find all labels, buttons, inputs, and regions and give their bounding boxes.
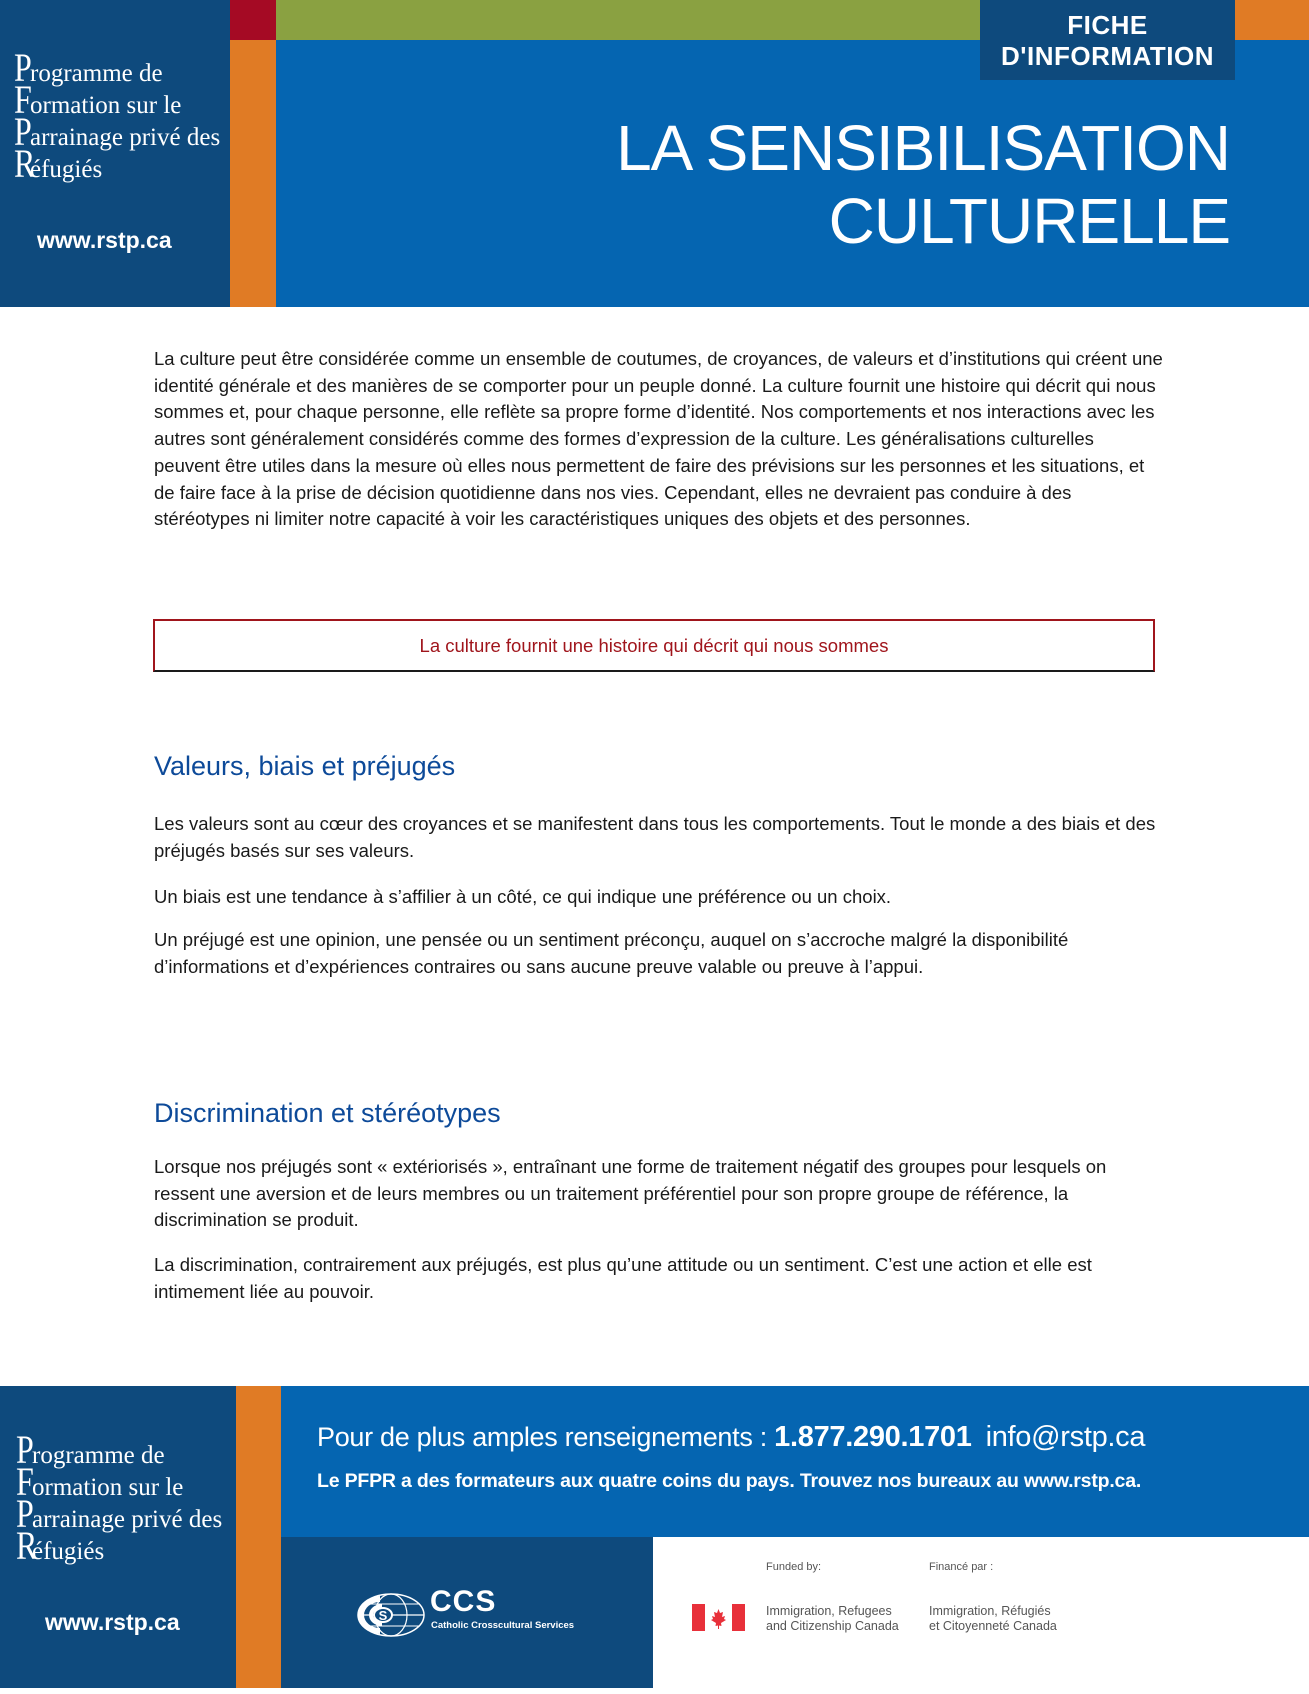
title-line-1: LA SENSIBILISATION bbox=[616, 112, 1230, 184]
section-paragraph: Lorsque nos préjugés sont « extériorisés », entraînant une forme de traitement négatif des groupes pour lesquels on ressent une aversion et de leurs membres ou un traitement préférentiel pour son propre groupe de référence, la discrimination se produit. bbox=[154, 1156, 1107, 1231]
section-paragraph: La discrimination, contrairement aux préjugés, est plus qu’une attitude ou un sentiment. C’est une action et elle est intimement liée au pouvoir. bbox=[154, 1254, 1092, 1302]
header-green-band bbox=[276, 0, 980, 40]
canada-flag-icon bbox=[692, 1604, 745, 1631]
badge-line-2: D'INFORMATION bbox=[1001, 41, 1214, 71]
logo-line: Programme de bbox=[14, 45, 163, 90]
offices-note: Le PFPR a des formateurs aux quatre coins du pays. Trouvez nos bureaux au www.rstp.ca. bbox=[317, 1470, 1142, 1492]
department-name-en: Immigration, Refugees and Citizenship Canada bbox=[766, 1604, 899, 1633]
finance-par-label: Financé par : bbox=[929, 1561, 994, 1573]
contact-label: Pour de plus amples renseignements : bbox=[317, 1422, 767, 1452]
footer-orange-column bbox=[236, 1386, 281, 1688]
header-orange-column bbox=[230, 40, 276, 307]
header-orange-block bbox=[1235, 0, 1309, 40]
ccs-logo-wordmark: CCS bbox=[430, 1585, 497, 1618]
phone-number[interactable]: 1.877.290.1701 bbox=[774, 1421, 972, 1453]
title-line-2: CULTURELLE bbox=[828, 185, 1230, 257]
funded-by-label: Funded by: bbox=[766, 1561, 822, 1573]
section-heading: Discrimination et stéréotypes bbox=[154, 1098, 501, 1128]
logo-line: Formation sur le bbox=[14, 77, 182, 122]
page-title bbox=[616, 112, 1230, 258]
header-website-link[interactable]: www.rstp.ca bbox=[37, 227, 172, 253]
intro-paragraph: La culture peut être considérée comme un ensemble de coutumes, de croyances, de valeurs et d’institutions qui créent une identité générale et des manières de se comporter pour un peuple donné. La culture fournit une histoire qui décrit qui nous sommes et, pour chaque personne, elle reflète sa propre forme d’identité. Nos comportements et nos interactions avec les autres sont généralement considérés comme des formes d’expression de la culture. Les généralisations culturelles peuvent être utiles dans la mesure où elles nous permettent de faire des prévisions sur les personnes et les situations, et de faire face à la prise de décision quotidienne dans nos vies. Cependant, elles ne devraient pas conduire à des stéréotypes ni limiter notre capacité à voir les caractéristiques uniques des objets et des personnes. bbox=[154, 348, 1163, 530]
svg-text:S: S bbox=[378, 1608, 388, 1623]
logo-line: Parrainage privé des bbox=[14, 109, 221, 154]
logo-line: Parrainage privé des bbox=[16, 1491, 223, 1536]
logo-line: Programme de bbox=[16, 1427, 165, 1472]
contact-line bbox=[317, 1421, 1145, 1454]
logo-line: Formation sur le bbox=[16, 1459, 184, 1504]
pfpr-logo bbox=[14, 45, 221, 186]
ccs-full-name: Catholic Crosscultural Services bbox=[431, 1620, 575, 1631]
section-paragraph: Un préjugé est une opinion, une pensée ou un sentiment préconçu, auquel on s’accroche malgré la disponibilité d’informations et d’expériences contraires ou sans aucune preuve valable ou preuve à l’appui. bbox=[154, 929, 1069, 977]
section-paragraph: Un biais est une tendance à s’affilier à un côté, ce qui indique une préférence ou un choix. bbox=[154, 886, 892, 907]
badge-line-1: FICHE bbox=[1067, 10, 1148, 40]
section-heading: Valeurs, biais et préjugés bbox=[154, 751, 456, 781]
footer-pfpr-logo bbox=[16, 1427, 223, 1568]
logo-line: Réfugiés bbox=[16, 1523, 105, 1568]
footer-website-link[interactable]: www.rstp.ca bbox=[45, 1609, 180, 1635]
email-link[interactable]: info@rstp.ca bbox=[985, 1421, 1146, 1453]
ccs-globe-icon bbox=[336, 1590, 428, 1640]
department-name-fr: Immigration, Réfugiés et Citoyenneté Canada bbox=[929, 1604, 1057, 1633]
fact-sheet-badge bbox=[980, 0, 1235, 80]
footer-contact-band bbox=[281, 1386, 1309, 1537]
callout-quote: La culture fournit une histoire qui décrit qui nous sommes bbox=[153, 619, 1155, 672]
section-paragraph: Les valeurs sont au cœur des croyances et se manifestent dans tous les comportements. Tout le monde a des biais et des préjugés basés sur ses valeurs. bbox=[154, 813, 1156, 861]
logo-line: Réfugiés bbox=[14, 141, 103, 186]
header-red-block bbox=[230, 0, 276, 40]
